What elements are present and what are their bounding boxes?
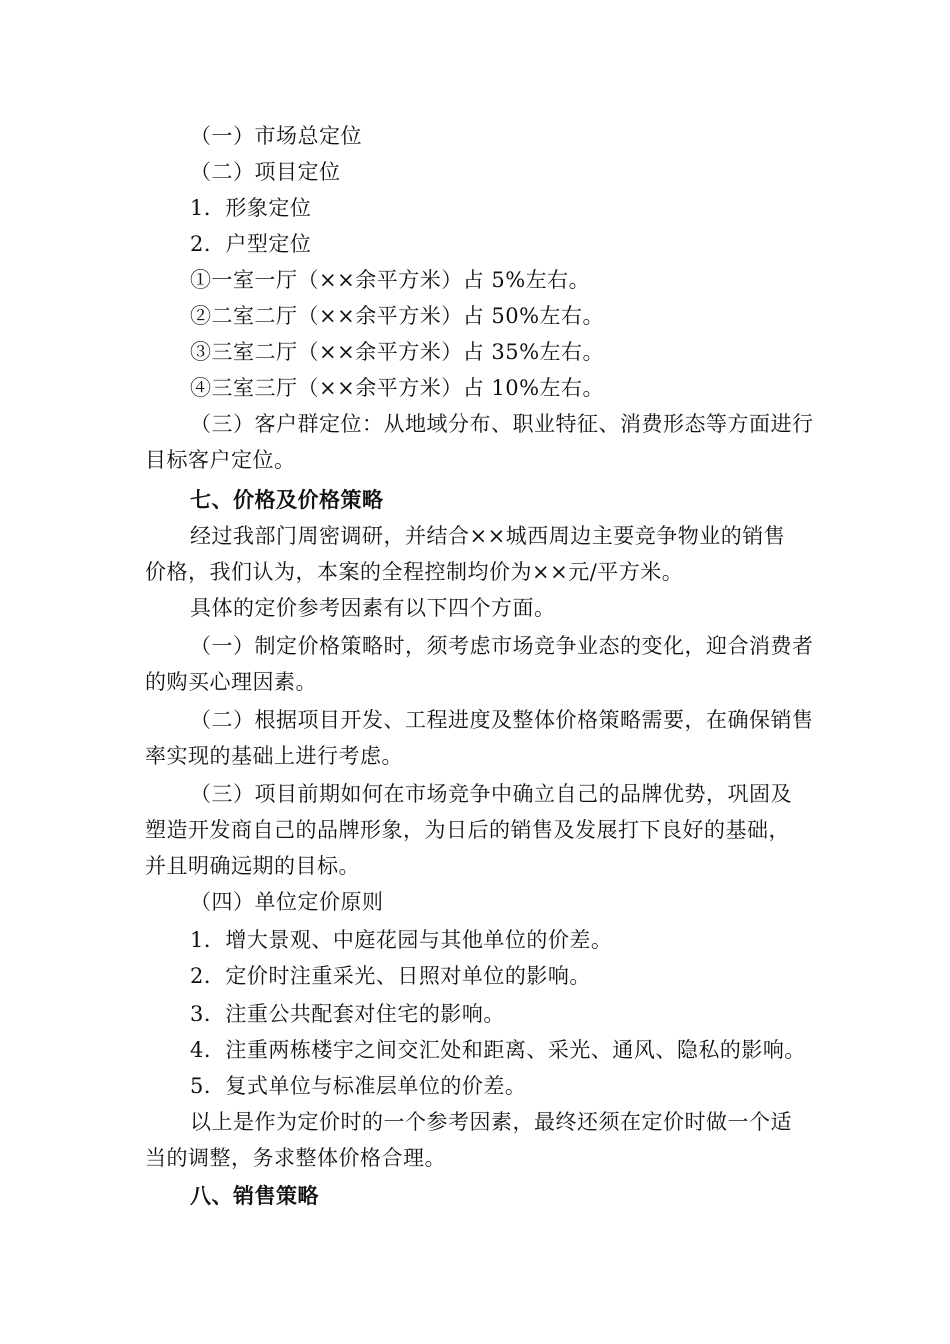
item-image-positioning: 1．形象定位 (190, 196, 312, 220)
principle-4: 4．注重两栋楼宇之间交汇处和距离、采光、通风、隐私的影响。 (190, 1038, 806, 1062)
unit-type-line-3: ③三室二厅（××余平方米）占 35%左右。 (190, 340, 605, 364)
pricing-factor-2-line-1: （二）根据项目开发、工程进度及整体价格策略需要，在确保销售 (190, 708, 814, 732)
principle-3: 3．注重公共配套对住宅的影响。 (190, 1002, 505, 1026)
principle-1: 1．增大景观、中庭花园与其他单位的价差。 (190, 928, 613, 952)
pricing-factor-1-line-2: 的购买心理因素。 (145, 670, 317, 694)
pricing-factor-2-line-2: 率实现的基础上进行考虑。 (145, 744, 403, 768)
customer-positioning-line-2: 目标客户定位。 (145, 448, 296, 472)
item-unit-type-positioning: 2．户型定位 (190, 232, 312, 256)
pricing-paragraph-2: 具体的定价参考因素有以下四个方面。 (190, 596, 556, 620)
unit-pricing-principles-heading: （四）单位定价原则 (190, 890, 384, 914)
pricing-factor-3-line-3: 并且明确远期的目标。 (145, 854, 360, 878)
pricing-factor-3-line-1: （三）项目前期如何在市场竞争中确立自己的品牌优势，巩固及 (190, 782, 792, 806)
pricing-summary-line-2: 当的调整，务求整体价格合理。 (145, 1146, 446, 1170)
unit-type-line-4: ④三室三厅（××余平方米）占 10%左右。 (190, 376, 605, 400)
principle-5: 5．复式单位与标准层单位的价差。 (190, 1074, 527, 1098)
pricing-factor-1-line-1: （一）制定价格策略时，须考虑市场竞争业态的变化，迎合消费者 (190, 634, 814, 658)
section-heading-pricing: 七、价格及价格策略 (190, 488, 384, 512)
subsection-project-positioning: （二）项目定位 (190, 160, 341, 184)
principle-2: 2．定价时注重采光、日照对单位的影响。 (190, 964, 591, 988)
customer-positioning-line-1: （三）客户群定位：从地域分布、职业特征、消费形态等方面进行 (190, 412, 814, 436)
pricing-factor-3-line-2: 塑造开发商自己的品牌形象，为日后的销售及发展打下良好的基础， (145, 818, 790, 842)
unit-type-line-2: ②二室二厅（××余平方米）占 50%左右。 (190, 304, 605, 328)
subsection-market-positioning: （一）市场总定位 (190, 124, 362, 148)
unit-type-line-1: ①一室一厅（××余平方米）占 5%左右。 (190, 268, 591, 292)
pricing-summary-line-1: 以上是作为定价时的一个参考因素，最终还须在定价时做一个适 (190, 1110, 792, 1134)
section-heading-sales-strategy: 八、销售策略 (190, 1184, 319, 1208)
pricing-paragraph-1-line-1: 经过我部门周密调研，并结合××城西周边主要竞争物业的销售 (190, 524, 786, 548)
pricing-paragraph-1-line-2: 价格，我们认为，本案的全程控制均价为××元/平方米。 (145, 560, 684, 584)
